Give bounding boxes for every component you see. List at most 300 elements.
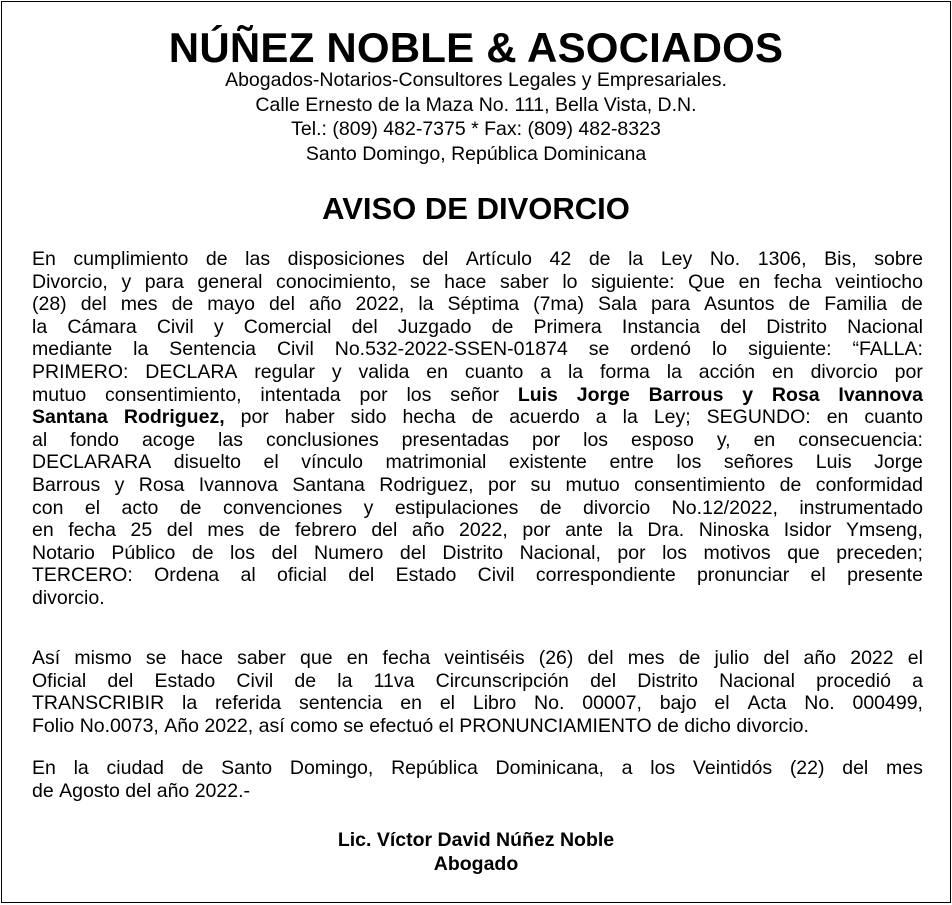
word: del [720,315,747,338]
word: divorcio [810,360,878,383]
word: por [894,360,923,383]
word: regular [254,360,315,383]
word: En [32,757,56,779]
word: “FALLA: [852,338,923,361]
word: consecuencia: [798,428,923,451]
word: lo [711,338,728,361]
text-line [32,564,923,587]
word: dicho [684,714,731,737]
word: Distrito [766,315,827,338]
word: esposo [631,428,694,451]
word: entre [609,451,654,474]
word: PRIMERO: [32,360,129,383]
word: Artículo [465,248,532,270]
word: ante [565,519,604,542]
word: julio [714,647,750,669]
word: valida [358,360,410,383]
word: fecha [773,270,822,293]
text-line [32,519,923,542]
word: la [182,692,198,715]
word: Público [111,541,176,564]
word: bajo [659,692,697,715]
text-line [32,293,923,316]
word: Séptima [447,293,520,316]
word: de [779,473,802,496]
word: Rodriguez, [379,473,474,496]
text-line [32,497,923,520]
text-line [32,780,923,803]
word: los [230,541,255,564]
word: Familia [824,293,888,316]
word: Primera [533,315,602,338]
word: Ninoska [698,519,770,542]
word: TRANSCRIBIR [32,692,165,715]
word: y [213,315,224,338]
word: por [617,541,646,564]
word: la [666,360,682,383]
word: Rodriguez, [123,406,225,429]
word: que [787,541,820,564]
word: en [32,519,54,542]
word: la [617,519,633,542]
word: lo [562,270,578,293]
word: Distrito [637,669,698,692]
word: haber [284,406,335,429]
word: divorcio [583,496,651,519]
word: veintiséis [444,647,525,669]
word: del [268,293,295,316]
word: como [290,714,338,737]
word: acto [121,496,159,519]
word: del [271,541,298,564]
word: hace [444,270,487,293]
word: Dra. [647,519,685,542]
word: de [901,293,923,316]
word: fondo [70,428,119,451]
word: a [621,757,633,779]
word: No. [709,248,741,270]
word: a [912,669,923,692]
word: a [540,360,552,383]
word: procedió [816,669,891,692]
word: y [331,360,342,383]
word: Nacional, [519,541,601,564]
word: con [32,496,64,519]
word: Civil [156,315,194,338]
text-line [32,757,923,780]
word: señores [723,451,794,474]
text-line [32,406,923,429]
word: 25 [130,519,153,542]
word: en [738,270,761,293]
word: Asuntos [704,293,775,316]
word: 00007, [582,692,642,715]
word: de [539,496,562,519]
firm-subtitle: Abogados-Notarios-Consultores Legales y Empresariales. [225,69,727,91]
word: por [531,428,561,451]
word: Bis, [824,248,857,270]
word: Sentencia [169,338,257,361]
word: de [191,541,214,564]
firm-city: Santo Domingo, República Dominicana [305,142,647,165]
word: por [487,473,517,496]
word: matrimonial [385,451,487,474]
word: y, [716,428,731,451]
word: Barrous [32,473,101,496]
word: Estado [395,564,457,587]
firm-name: NÚÑEZ NOBLE & ASOCIADOS [168,24,784,71]
word: Civil [236,669,274,692]
word: conclusiones [265,428,379,451]
word: SEGUNDO: [706,406,811,429]
word: para [651,293,691,316]
word: No.12/2022, [671,496,778,519]
text-line [32,429,923,452]
word: del [590,669,617,692]
word: Notario [32,541,95,564]
word: No.532-2022-SSEN-01874 [334,338,568,361]
word: disuelto [173,451,241,474]
word: Juzgado [397,315,472,338]
word: Que [688,270,726,293]
word: siguiente: [748,338,832,361]
word: Ley; [653,406,691,429]
word: del [348,564,375,587]
word: cumplimiento [73,248,189,270]
word: del [107,669,134,692]
word: Santana [292,473,365,496]
word: se [145,647,167,669]
word: los [583,428,609,451]
signer-name: Lic. Víctor David Núñez Noble [337,829,615,851]
word: y [742,383,754,406]
word: correspondiente [535,564,676,587]
word: del [842,757,869,779]
word: la [418,293,434,316]
word: del [587,647,614,669]
word: Santana [32,406,108,429]
word: del [422,248,449,270]
word: Sala [598,293,638,316]
word: Distrito [442,541,504,564]
word: existente [508,451,587,474]
word: pronunciar [697,564,790,587]
word: consentimiento, [105,383,242,406]
word: sobre [874,248,923,270]
word: las [245,248,271,270]
word: año [156,779,190,802]
word: al [32,428,48,451]
word: 11va [373,669,415,692]
word: el [263,451,279,474]
word: del [763,647,790,669]
text-line [32,542,923,565]
word: intentada [260,383,341,406]
signer-role: Abogado [433,853,519,875]
word: se [409,270,431,293]
word: en [753,428,776,451]
word: saber [499,270,549,293]
word: No. [534,692,565,715]
word: oficial [277,564,327,587]
word: (22) [789,757,825,779]
word: cuanto [464,360,524,383]
paragraph-transcription [32,647,923,737]
word: consentimiento [634,473,766,496]
word: el [84,496,101,519]
word: DECLARARA [32,451,152,474]
word: en [400,692,422,715]
word: fecha [382,647,431,669]
word: Civil [477,564,515,587]
word: No. [804,692,835,715]
word: 2022, [355,293,405,316]
word: Isidor [783,519,832,542]
word: año [411,519,445,542]
word: forma [600,360,650,383]
word: los [406,383,432,406]
word: Rosa [771,383,820,406]
word: las [218,428,243,451]
word: sido [350,406,387,429]
word: y [114,473,125,496]
word: año [803,647,837,669]
word: la [32,315,48,338]
word: mutuo [32,383,87,406]
text-line [32,474,923,497]
word: el [907,647,923,669]
word: en [772,360,794,383]
word: el [714,692,730,715]
paragraph-ruling [32,248,923,610]
word: del [166,519,193,542]
word: convenciones [222,496,343,519]
word: de [258,519,281,542]
word: 2022, [458,519,508,542]
word: conformidad [815,473,923,496]
word: así [258,714,285,737]
word: 1306, [757,248,807,270]
word: Oficial [32,669,87,692]
word: los [676,451,702,474]
word: No.0073, [79,714,159,737]
word: Dominicana, [495,757,604,779]
word: Civil [276,338,314,361]
word: Jorge [576,383,630,406]
word: a [595,406,607,429]
text-line [32,715,923,738]
word: señor [450,383,499,406]
word: 2022 [850,647,894,669]
word: hace [180,647,223,669]
word: Cámara [67,315,137,338]
word: (28) [32,293,67,316]
word: por [240,406,269,429]
word: Barrous [648,383,724,406]
word: Ymseng, [845,519,923,542]
word: Rosa [138,473,185,496]
word: de [32,779,54,802]
word: divorcio. [32,586,105,609]
word: (7ma) [533,293,584,316]
word: mediante [32,338,113,361]
word: Nacional [847,315,923,338]
word: Domingo, [289,757,374,779]
word: mayo [207,293,255,316]
word: de [205,248,228,270]
firm-details [2,68,950,166]
word: y [121,270,132,293]
divorce-notice [1,1,951,903]
word: mes [120,293,158,316]
word: motivos [703,541,771,564]
word: siguiente: [591,270,675,293]
word: divorcio. [736,714,809,737]
word: Instancia [621,315,700,338]
word: del [399,541,426,564]
word: los [662,541,687,564]
word: cuanto [864,406,923,429]
word: 42 [549,248,572,270]
word: Luis [815,451,852,474]
word: general [197,270,263,293]
word: en [346,647,369,669]
word: Santo [221,757,273,779]
word: efectuó [369,714,434,737]
word: Agosto [59,779,120,802]
firm-phone: Tel.: (809) 482-7375 * Fax: (809) 482-8323 [291,118,661,140]
text-line [32,647,923,670]
signature-block [2,828,950,876]
word: TERCERO: [32,564,133,587]
word: Nacional [719,669,795,692]
word: ordenó [630,338,692,361]
word: referida [215,692,282,715]
word: del [351,315,378,338]
word: Ordena [154,564,220,587]
word: 2022, [204,714,254,737]
word: acoge [141,428,196,451]
word: el [438,714,454,737]
word: Circunscripción [435,669,569,692]
word: año [308,293,342,316]
word: hecha [402,406,456,429]
word: la [567,360,584,383]
word: presente [847,564,923,587]
word: Folio [32,714,75,737]
firm-address: Calle Ernesto de la Maza No. 111, Bella Vista, D.N. [255,93,697,116]
word: la [337,669,353,692]
word: y [363,496,374,519]
word: de [657,714,679,737]
text-line [32,692,923,715]
word: el [810,564,826,587]
word: 2022.- [194,779,250,802]
text-line [32,248,923,271]
word: 000499, [852,692,923,715]
word: la [133,338,149,361]
word: DECLARA [145,360,238,383]
word: acuerdo [509,406,580,429]
word: Así [32,647,61,669]
word: Divorcio, [32,270,108,293]
word: Jorge [874,451,923,474]
word: del [371,519,398,542]
word: la [628,248,644,270]
text-line [32,384,923,407]
word: República [391,757,478,779]
text-line [32,451,923,474]
word: el [439,692,456,715]
word: En [32,248,56,270]
word: disposiciones [287,248,405,270]
word: presentadas [401,428,509,451]
word: de [171,293,194,316]
word: sentencia [298,692,383,715]
word: por [522,519,551,542]
word: de [588,248,611,270]
word: conocimiento, [276,270,397,293]
word: su [530,473,552,496]
word: ciudad [106,757,164,779]
text-line [32,670,923,693]
word: mismo [74,647,132,669]
word: Numero [314,541,384,564]
word: la [73,757,89,779]
word: Ivannova [838,383,923,406]
word: de [179,496,202,519]
word: preceden; [836,541,923,564]
word: para [144,270,184,293]
word: mes [627,647,665,669]
word: estipulaciones [394,496,519,519]
word: mes [886,757,923,779]
word: que [300,647,333,669]
word: de [491,315,514,338]
word: Acta [747,692,787,715]
word: Ivannova [198,473,278,496]
word: del [80,293,107,316]
word: Estado [154,669,216,692]
word: veintiocho [835,270,923,293]
word: instrumentado [799,496,923,519]
word: saber [237,647,286,669]
text-line [32,361,923,384]
word: de [181,757,204,779]
word: de [471,406,494,429]
word: vínculo [301,451,363,474]
word: los [650,757,676,779]
word: la [622,406,638,429]
word: en [426,360,448,383]
word: se [343,714,364,737]
text-line [32,338,923,361]
word: en [826,406,849,429]
text-line [32,587,923,610]
word: se [588,338,610,361]
notice-title: AVISO DE DIVORCIO [322,191,630,226]
word: Año [164,714,199,737]
word: Veintidós [692,757,773,779]
paragraph-date [32,757,923,802]
text-line [32,316,923,339]
word: de [294,669,317,692]
word: por [359,383,388,406]
word: fecha [68,519,116,542]
word: del [125,779,152,802]
word: de [788,293,811,316]
word: mes [207,519,245,542]
